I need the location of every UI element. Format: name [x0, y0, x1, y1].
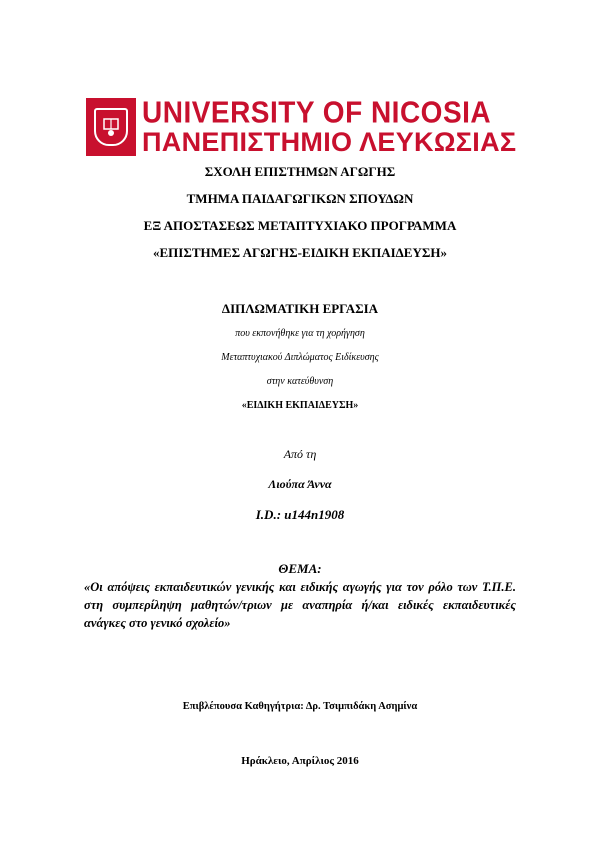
thesis-purpose-line-3: στην κατεύθυνση	[266, 376, 334, 387]
program-title: «ΕΠΙΣΤΗΜΕΣ ΑΓΩΓΗΣ-ΕΙΔΙΚΗ ΕΚΠΑΙΔΕΥΣΗ»	[153, 245, 447, 260]
author-id: I.D.: u144n1908	[255, 507, 345, 522]
place-date: Ηράκλειο, Απρίλιος 2016	[241, 755, 359, 767]
thesis-title: «Οι απόψεις εκπαιδευτικών γενικής και ειδικής αγωγής για τον ρόλο των Τ.Π.Ε. στη συμπερίληψη μαθητών/τριων με αναπηρία ή/και ειδικές εκπαιδευτικές ανάγκες στο γενικό σχολείο»	[84, 580, 516, 630]
crest-icon	[86, 98, 136, 156]
thesis-purpose-line-1: που εκπονήθηκε για τη χορήγηση	[235, 328, 365, 339]
school-name: ΣΧΟΛΗ ΕΠΙΣΤΗΜΩΝ ΑΓΩΓΗΣ	[204, 164, 396, 179]
program-name: ΕΞ ΑΠΟΣΤΑΣΕΩΣ ΜΕΤΑΠΤΥΧΙΑΚΟ ΠΡΟΓΡΑΜΜΑ	[143, 218, 457, 233]
author-name: Λιούπα Άννα	[268, 477, 332, 491]
supervisor: Επιβλέπουσα Καθηγήτρια: Δρ. Τσιμπιδάκη Ασημίνα	[182, 701, 418, 712]
logo-name-english: UNIVERSITY OF NICOSIA	[142, 95, 492, 129]
thesis-type: ΔΙΠΛΩΜΑΤΙΚΗ ΕΡΓΑΣΙΑ	[221, 301, 379, 316]
university-logo	[86, 95, 517, 157]
thesis-purpose-line-2: Μεταπτυχιακού Διπλώματος Ειδίκευσης	[221, 352, 379, 363]
author-by: Από τη	[283, 447, 317, 461]
specialization: «ΕΙΔΙΚΗ ΕΚΠΑΙΔΕΥΣΗ»	[241, 400, 359, 411]
department-name: ΤΜΗΜΑ ΠΑΙΔΑΓΩΓΙΚΩΝ ΣΠΟΥΔΩΝ	[186, 191, 414, 206]
logo-name-greek: ΠΑΝΕΠΙΣΤΗΜΙΟ ΛΕΥΚΩΣΙΑΣ	[142, 126, 517, 157]
topic-label: ΘΕΜΑ:	[278, 561, 322, 576]
